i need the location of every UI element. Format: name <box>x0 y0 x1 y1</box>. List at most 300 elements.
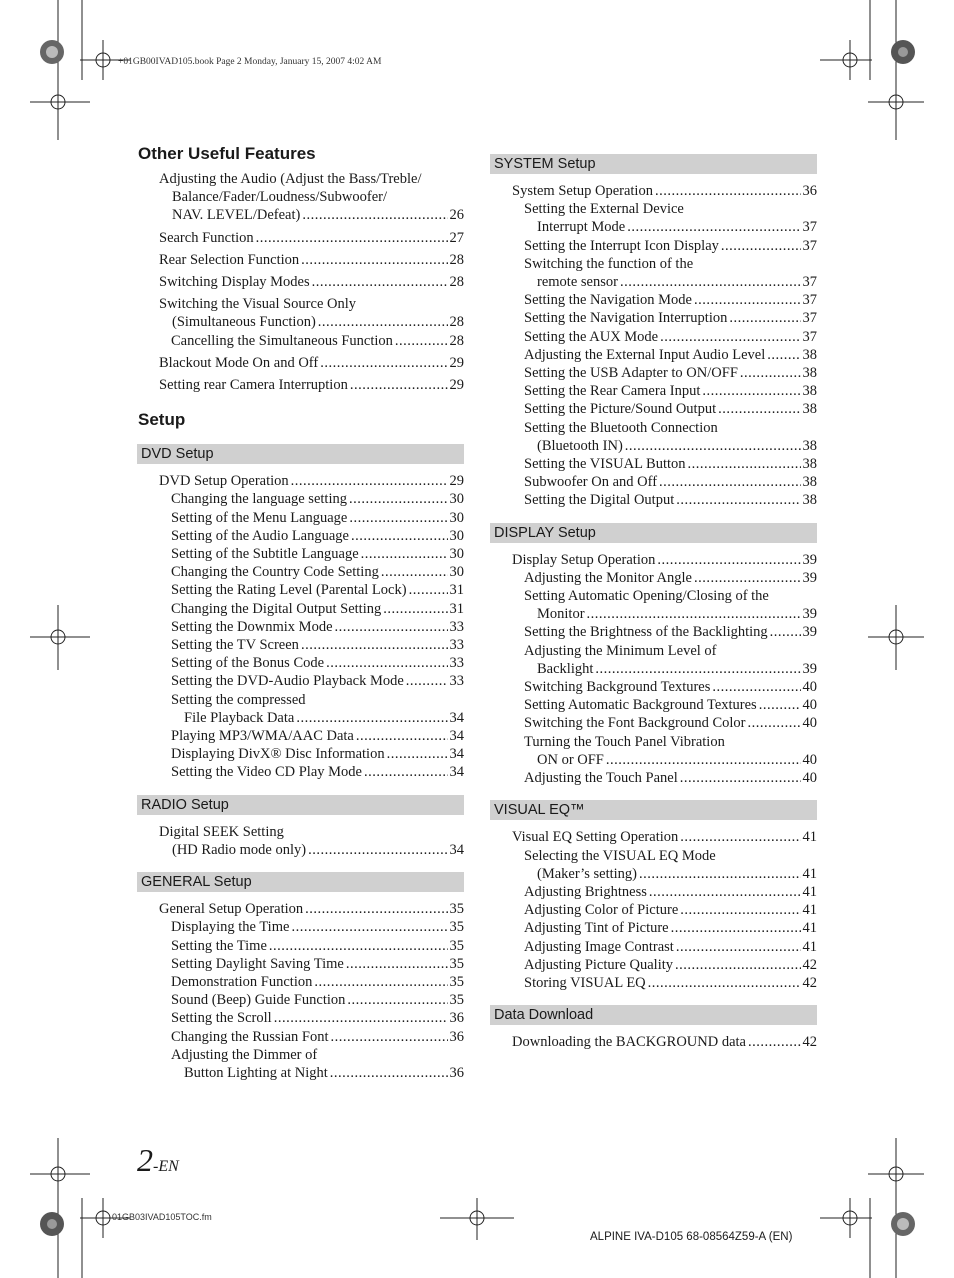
toc-entry-line <box>171 709 464 727</box>
toc-leader-dots <box>269 937 448 955</box>
toc-entry <box>490 901 817 919</box>
toc-page-number: 40 <box>802 715 817 732</box>
toc-entry-title: Switching the Visual Source Only <box>159 296 357 313</box>
toc-entry <box>490 455 817 473</box>
toc-entry <box>137 654 464 672</box>
toc-page-number: 33 <box>449 673 464 690</box>
toc-entry-title: Adjusting Image Contrast <box>524 938 674 955</box>
toc-entry-line <box>171 527 464 545</box>
toc-page-number: 37 <box>802 310 817 327</box>
toc-page-number: 35 <box>449 955 464 972</box>
toc-entry-line <box>171 1064 464 1082</box>
radio-setup-bar: RADIO Setup <box>137 795 464 815</box>
toc-leader-dots <box>655 182 801 200</box>
toc-leader-dots <box>625 437 801 455</box>
toc-entry-line <box>159 229 464 247</box>
toc-entry-line <box>524 291 817 309</box>
toc-entry-title: Setting rear Camera Interruption <box>159 377 348 394</box>
toc-entry-title: Selecting the VISUAL EQ Mode <box>524 847 716 864</box>
toc-page-number: 36 <box>449 1010 464 1027</box>
toc-leader-dots <box>409 581 448 599</box>
toc-entry-title: Adjusting Tint of Picture <box>524 920 669 937</box>
toc-entry <box>137 672 464 690</box>
toc-entry-line <box>524 437 817 455</box>
toc-entry-title: Changing the language setting <box>171 491 347 508</box>
toc-entry-title: Turning the Touch Panel Vibration <box>524 733 725 750</box>
toc-entry <box>490 587 817 623</box>
toc-entry <box>137 973 464 991</box>
toc-entry-title: Setting Daylight Saving Time <box>171 955 344 972</box>
toc-page-number: 41 <box>802 920 817 937</box>
toc-entry-line <box>524 273 817 291</box>
toc-page-number: 38 <box>802 365 817 382</box>
toc-leader-dots <box>694 569 801 587</box>
toc-leader-dots <box>305 900 447 918</box>
toc-entry-title: Setting of the Audio Language <box>171 527 349 544</box>
toc-entry-line <box>524 660 817 678</box>
toc-entry-title: Setting Automatic Opening/Closing of the <box>524 588 769 605</box>
toc-page-number: 33 <box>449 618 464 635</box>
toc-entry-title: Storing VISUAL EQ <box>524 974 646 991</box>
toc-entry-title: DVD Setup Operation <box>159 473 289 490</box>
toc-entry-title: ON or OFF <box>537 751 604 768</box>
toc-entry-line <box>171 991 464 1009</box>
toc-entry-title: Setting the Video CD Play Mode <box>171 764 362 781</box>
toc-entry-line <box>159 472 464 490</box>
toc-leader-dots <box>301 251 447 269</box>
toc-leader-dots <box>364 763 448 781</box>
toc-entry <box>490 623 817 641</box>
toc-leader-dots <box>675 956 800 974</box>
toc-entry-title: Button Lighting at Night <box>184 1064 328 1081</box>
toc-entry-title: Downloading the BACKGROUND data <box>512 1034 746 1051</box>
toc-entry <box>490 828 817 846</box>
toc-entry-line <box>524 847 817 865</box>
toc-entry-title: Setting the Brightness of the Backlighting <box>524 624 768 641</box>
toc-page-number: 34 <box>449 709 464 726</box>
toc-leader-dots <box>346 955 448 973</box>
toc-entry <box>137 229 464 247</box>
toc-page-number: 27 <box>449 229 464 246</box>
toc-page-number: 38 <box>802 437 817 454</box>
toc-entry-title: Sound (Beep) Guide Function <box>171 992 346 1009</box>
toc-page-number: 29 <box>449 473 464 490</box>
toc-entry-title: Backlight <box>537 660 594 677</box>
toc-page-number: 38 <box>802 346 817 363</box>
toc-entry-title: Switching the Font Background Color <box>524 715 746 732</box>
toc-page-number: 37 <box>802 237 817 254</box>
dvd-setup-bar: DVD Setup <box>137 444 464 464</box>
toc-entry-title: Changing the Russian Font <box>171 1028 329 1045</box>
toc-entry <box>137 1028 464 1046</box>
toc-entry-title: Balance/Fader/Loudness/Subwoofer/ <box>172 189 388 206</box>
toc-entry-title: Adjusting the Dimmer of <box>171 1046 318 1063</box>
toc-leader-dots <box>620 273 801 291</box>
toc-page-number: 28 <box>449 251 464 268</box>
toc-page-number: 37 <box>802 274 817 291</box>
toc-entry <box>490 419 817 455</box>
toc-entry <box>490 769 817 787</box>
toc-entry-line <box>512 182 817 200</box>
toc-entry <box>490 237 817 255</box>
toc-entry-title: (Maker’s setting) <box>537 865 637 882</box>
toc-page-number: 31 <box>449 600 464 617</box>
toc-entry-title: Setting the Scroll <box>171 1010 272 1027</box>
toc-leader-dots <box>335 618 448 636</box>
toc-leader-dots <box>657 551 800 569</box>
toc-entry <box>490 328 817 346</box>
display-setup-bar: DISPLAY Setup <box>490 523 817 543</box>
dvd-setup-list <box>137 472 464 781</box>
system-setup-list <box>490 182 817 510</box>
toc-page-number: 34 <box>449 728 464 745</box>
toc-entry-title: Setting the VISUAL Button <box>524 456 686 473</box>
toc-leader-dots <box>639 865 801 883</box>
toc-entry <box>490 678 817 696</box>
toc-page-number: 33 <box>449 655 464 672</box>
toc-leader-dots <box>627 218 800 236</box>
toc-leader-dots <box>660 328 800 346</box>
toc-entry <box>137 618 464 636</box>
toc-page-number: 37 <box>802 219 817 236</box>
toc-entry-line <box>524 974 817 992</box>
toc-entry-title: Setting the Digital Output <box>524 492 675 509</box>
toc-entry-title: Setting the DVD-Audio Playback Mode <box>171 673 404 690</box>
toc-entry <box>490 346 817 364</box>
toc-entry <box>490 309 817 327</box>
toc-page-number: 41 <box>802 883 817 900</box>
toc-entry-line <box>159 841 464 859</box>
toc-leader-dots <box>302 206 447 224</box>
toc-leader-dots <box>301 636 448 654</box>
toc-entry-line <box>159 900 464 918</box>
toc-page-number: 35 <box>449 937 464 954</box>
toc-leader-dots <box>351 527 448 545</box>
toc-entry <box>137 900 464 918</box>
toc-page-number: 35 <box>449 992 464 1009</box>
toc-entry-line <box>171 727 464 745</box>
toc-entry-title: Adjusting the Audio (Adjust the Bass/Treble/ <box>159 171 422 187</box>
toc-entry-title: Setting the Rear Camera Input <box>524 383 701 400</box>
toc-entry-line <box>524 938 817 956</box>
page-number-digit: 2 <box>137 1142 153 1178</box>
toc-entry-line <box>159 354 464 372</box>
toc-entry-title: Display Setup Operation <box>512 551 656 568</box>
toc-entry-line <box>171 545 464 563</box>
toc-entry <box>490 291 817 309</box>
toc-page-number: 30 <box>449 527 464 544</box>
toc-entry-title: Cancelling the Simultaneous Function <box>171 332 393 349</box>
toc-entry-line <box>171 1009 464 1027</box>
toc-entry-line <box>524 364 817 382</box>
toc-entry <box>490 551 817 569</box>
toc-page-number: 36 <box>449 1028 464 1045</box>
toc-entry-title: Playing MP3/WMA/AAC Data <box>171 728 354 745</box>
toc-entry-line <box>524 255 817 273</box>
toc-page-number: 39 <box>802 660 817 677</box>
toc-entry-title: Switching Display Modes <box>159 274 310 291</box>
toc-entry <box>137 955 464 973</box>
toc-leader-dots <box>770 623 801 641</box>
toc-entry-line <box>159 313 464 331</box>
toc-leader-dots <box>748 1033 801 1051</box>
toc-leader-dots <box>320 354 447 372</box>
toc-leader-dots <box>395 332 448 350</box>
toc-entry <box>490 883 817 901</box>
toc-entry <box>490 491 817 509</box>
toc-entry-title: Adjusting the Touch Panel <box>524 770 678 787</box>
toc-leader-dots <box>349 509 447 527</box>
general-setup-list <box>137 900 464 1082</box>
toc-entry <box>490 733 817 769</box>
toc-entry-title: Adjusting the Minimum Level of <box>524 642 717 659</box>
page-number-suffix: -EN <box>153 1158 179 1175</box>
toc-leader-dots <box>387 745 448 763</box>
toc-entry-title: Visual EQ Setting Operation <box>512 829 679 846</box>
toc-entry-title: File Playback Data <box>184 709 295 726</box>
toc-page-number: 36 <box>802 183 817 199</box>
toc-entry-title: remote sensor <box>537 274 618 291</box>
toc-leader-dots <box>256 229 448 247</box>
toc-entry-line <box>171 618 464 636</box>
toc-leader-dots <box>356 727 448 745</box>
toc-entry-line <box>159 295 464 313</box>
toc-leader-dots <box>308 841 447 859</box>
toc-entry <box>490 382 817 400</box>
toc-leader-dots <box>381 563 448 581</box>
toc-leader-dots <box>291 472 448 490</box>
page-number <box>137 1142 179 1179</box>
toc-entry-title: Setting the Downmix Mode <box>171 618 333 635</box>
toc-entry-line <box>524 623 817 641</box>
toc-entry-title: Setting the Picture/Sound Output <box>524 401 717 418</box>
toc-entry <box>137 527 464 545</box>
toc-entry-title: Digital SEEK Setting <box>159 823 284 840</box>
toc-entry-title: Switching the function of the <box>524 255 694 272</box>
toc-entry-line <box>524 400 817 418</box>
toc-entry-line <box>512 551 817 569</box>
visual-eq-bar: VISUAL EQ™ <box>490 800 817 820</box>
toc-entry-line <box>171 581 464 599</box>
toc-entry <box>490 200 817 236</box>
toc-entry-line <box>524 956 817 974</box>
toc-page-number: 38 <box>802 456 817 473</box>
toc-page-number: 41 <box>802 938 817 955</box>
toc-entry <box>490 938 817 956</box>
toc-entry <box>137 509 464 527</box>
toc-entry-line <box>524 901 817 919</box>
toc-entry-line <box>524 696 817 714</box>
toc-entry <box>137 600 464 618</box>
toc-page-number: 37 <box>802 328 817 345</box>
toc-entry <box>137 251 464 269</box>
toc-entry-line <box>524 455 817 473</box>
toc-page-number: 38 <box>802 383 817 400</box>
toc-leader-dots <box>680 901 800 919</box>
toc-entry-line <box>524 587 817 605</box>
toc-page-number: 26 <box>449 207 464 224</box>
toc-entry-title: Blackout Mode On and Off <box>159 354 319 371</box>
toc-leader-dots <box>649 883 801 901</box>
toc-leader-dots <box>767 346 800 364</box>
toc-entry <box>137 545 464 563</box>
toc-page-number: 29 <box>449 377 464 394</box>
toc-entry <box>137 691 464 727</box>
toc-leader-dots <box>680 769 801 787</box>
system-setup-bar: SYSTEM Setup <box>490 154 817 174</box>
toc-entry-title: (Bluetooth IN) <box>537 437 623 454</box>
toc-entry-line <box>171 563 464 581</box>
toc-page-number: 39 <box>802 569 817 586</box>
toc-page-number: 29 <box>449 354 464 371</box>
toc-entry-line <box>171 654 464 672</box>
toc-entry-title: Setting Automatic Background Textures <box>524 697 757 714</box>
toc-leader-dots <box>606 751 801 769</box>
toc-page-number: 30 <box>449 509 464 526</box>
toc-entry-title: NAV. LEVEL/Defeat) <box>172 207 301 224</box>
toc-entry-line <box>171 973 464 991</box>
footer-model-info: ALPINE IVA-D105 68-08564Z59-A (EN) <box>590 1231 793 1243</box>
toc-entry-line <box>171 691 464 709</box>
toc-entry <box>490 182 817 200</box>
toc-entry-line <box>524 473 817 491</box>
toc-entry-title: Setting the compressed <box>171 691 306 708</box>
toc-entry <box>137 376 464 394</box>
toc-entry-line <box>171 509 464 527</box>
toc-entry-line <box>159 376 464 394</box>
toc-entry-line <box>171 1028 464 1046</box>
toc-leader-dots <box>748 714 801 732</box>
toc-entry <box>490 569 817 587</box>
toc-entry-line <box>159 273 464 291</box>
toc-entry-title: Interrupt Mode <box>537 219 626 236</box>
toc-page-number: 42 <box>802 1034 817 1051</box>
toc-leader-dots <box>587 605 801 623</box>
toc-leader-dots <box>676 491 800 509</box>
toc-entry-line <box>512 1033 817 1051</box>
toc-entry <box>137 295 464 331</box>
toc-entry-line <box>524 678 817 696</box>
toc-entry-line <box>524 328 817 346</box>
toc-entry <box>137 581 464 599</box>
general-setup-bar: GENERAL Setup <box>137 872 464 892</box>
toc-page-number: 28 <box>449 332 464 349</box>
toc-entry-line <box>171 955 464 973</box>
toc-entry-title: Changing the Country Code Setting <box>171 564 379 581</box>
toc-entry-line <box>171 745 464 763</box>
toc-page-number: 39 <box>802 606 817 623</box>
toc-page-number: 41 <box>802 865 817 882</box>
toc-entry-line <box>159 823 464 841</box>
toc-entry-title: Monitor <box>537 606 585 623</box>
toc-entry-line <box>171 672 464 690</box>
toc-entry-line <box>524 309 817 327</box>
toc-page-number: 35 <box>449 973 464 990</box>
toc-entry <box>137 472 464 490</box>
toc-entry-title: Switching Background Textures <box>524 679 711 696</box>
toc-entry-title: Setting of the Bonus Code <box>171 655 325 672</box>
toc-page-number: 36 <box>449 1064 464 1081</box>
toc-leader-dots <box>671 919 801 937</box>
toc-page-number: 38 <box>802 492 817 509</box>
toc-entry <box>490 919 817 937</box>
toc-entry <box>490 400 817 418</box>
toc-page-number: 34 <box>449 746 464 763</box>
toc-entry-title: Setting the TV Screen <box>171 637 299 654</box>
toc-entry <box>490 473 817 491</box>
toc-leader-dots <box>331 1028 448 1046</box>
toc-entry <box>490 364 817 382</box>
toc-entry-line <box>171 763 464 781</box>
toc-page-number: 42 <box>802 956 817 973</box>
toc-entry-line <box>524 382 817 400</box>
toc-entry-line <box>524 569 817 587</box>
toc-leader-dots <box>659 473 800 491</box>
display-setup-list <box>490 551 817 788</box>
toc-entry-title: Setting the USB Adapter to ON/OFF <box>524 365 738 382</box>
toc-entry-line <box>171 600 464 618</box>
toc-entry-title: Setting of the Menu Language <box>171 509 348 526</box>
toc-entry <box>137 490 464 508</box>
toc-entry-title: Adjusting Picture Quality <box>524 956 674 973</box>
toc-entry <box>490 714 817 732</box>
toc-entry-line <box>524 751 817 769</box>
toc-leader-dots <box>383 600 447 618</box>
toc-entry-line <box>524 865 817 883</box>
toc-entry-title: Setting the External Device <box>524 201 684 218</box>
toc-entry <box>490 974 817 992</box>
toc-leader-dots <box>680 828 800 846</box>
toc-entry <box>137 354 464 372</box>
toc-leader-dots <box>759 696 801 714</box>
toc-page-number: 28 <box>449 314 464 331</box>
toc-entry <box>490 847 817 883</box>
toc-page-number: 39 <box>802 624 817 641</box>
toc-entry-title: (Simultaneous Function) <box>172 314 316 331</box>
toc-entry-line <box>171 490 464 508</box>
toc-entry-line <box>171 918 464 936</box>
data-download-bar: Data Download <box>490 1005 817 1025</box>
toc-leader-dots <box>326 654 447 672</box>
toc-page-number: 28 <box>449 274 464 291</box>
toc-page-number: 30 <box>449 491 464 508</box>
header-file-info: +01GB00IVAD105.book Page 2 Monday, January 15, 2007 4:02 AM <box>118 57 382 67</box>
toc-entry-title: Setting the Rating Level (Parental Lock) <box>171 582 407 599</box>
toc-entry-line <box>524 346 817 364</box>
toc-entry-line <box>524 769 817 787</box>
toc-entry-title: Displaying DivX® Disc Information <box>171 746 385 763</box>
toc-entry <box>137 170 464 225</box>
toc-page-number: 30 <box>449 564 464 581</box>
toc-entry-title: Rear Selection Function <box>159 251 300 268</box>
left-column <box>137 140 464 1095</box>
toc-page-number: 40 <box>802 697 817 714</box>
visual-eq-list <box>490 828 817 992</box>
toc-entry-line <box>159 170 464 188</box>
toc-entry-title: (HD Radio mode only) <box>172 841 307 858</box>
toc-entry <box>137 563 464 581</box>
toc-entry-line <box>159 206 464 224</box>
toc-entry-title: Setting the Interrupt Icon Display <box>524 237 719 254</box>
toc-page-number: 40 <box>802 751 817 768</box>
toc-entry-title: Adjusting the Monitor Angle <box>524 569 692 586</box>
toc-leader-dots <box>712 678 800 696</box>
toc-entry-line <box>524 605 817 623</box>
toc-entry-line <box>159 188 464 206</box>
toc-leader-dots <box>694 291 801 309</box>
toc-entry-line <box>512 828 817 846</box>
toc-entry-line <box>524 419 817 437</box>
